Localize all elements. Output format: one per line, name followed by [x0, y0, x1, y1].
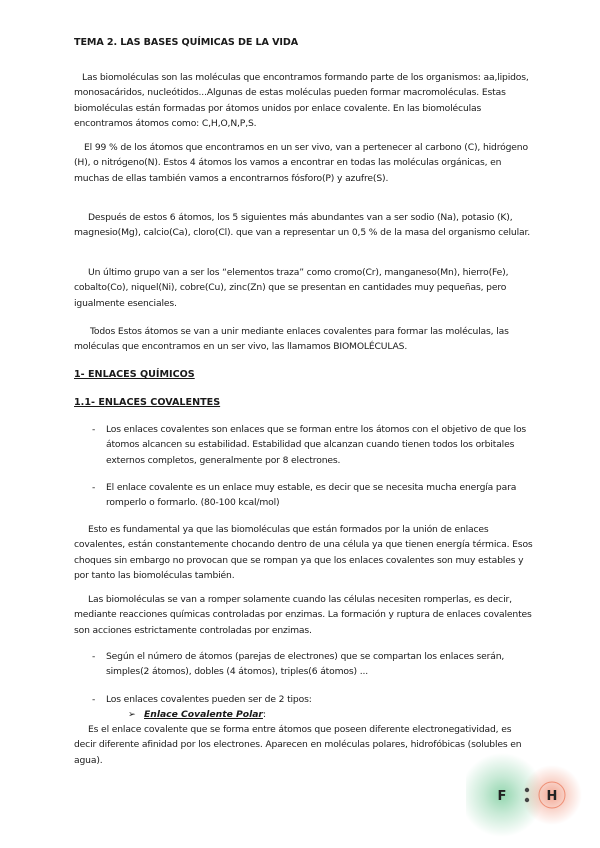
- section-heading-enlaces-quimicos: 1- ENLACES QUÍMICOS: [74, 369, 195, 380]
- list-item-text: Los enlaces covalentes son enlaces que se forman entre los átomos con el objetivo de que los átomos alcancen su estabilidad. Estabilidad que alcanzan cuando tienen todos los orbitales externos completos, generalmente por 8 electrones.: [106, 424, 527, 466]
- section-heading-enlaces-covalentes: 1.1- ENLACES COVALENTES: [74, 397, 221, 408]
- subheading-label: Enlace Covalente Polar: [144, 709, 263, 720]
- electron-dot-icon: [525, 798, 529, 802]
- paragraph-enzymes: Las biomoléculas se van a romper solamente cuando las células necesiten romperlas, es decir, mediante reacciones químicas controladas por enzimas. La formación y ruptura de enlaces covalentes son acciones estrictamente controladas por enzimas.: [74, 594, 532, 636]
- list-item: [92, 692, 532, 707]
- bullet-dash: -: [92, 651, 96, 662]
- subheading-colon: :: [262, 709, 267, 720]
- electron-dot-icon: [525, 788, 529, 792]
- paragraph-thermal-energy: Esto es fundamental ya que las biomoléculas que están formados por la unión de enlaces covalentes, están constantemente chocando dentro de una célula ya que tienen energía térmica. Esos choques sin embargo no provocan que se rompan ya que los enlaces covalentes son muy estables y por tanto las biomoléculas también.: [74, 524, 533, 582]
- paragraph-six-atoms: Después de estos 6 átomos, los 5 siguientes más abundantes van a ser sodio (Na), potasio (K), magnesio(Mg), calcio(Ca), cloro(Cl). que van a representar un 0,5 % de la masa del organismo celular.: [74, 212, 531, 239]
- bullet-dash: -: [92, 482, 96, 493]
- logo-letter-h: H: [546, 789, 558, 804]
- paragraph-99-percent: El 99 % de los átomos que encontramos en un ser vivo, van a pertenecer al carbono (C), hidrógeno (H), o nitrógeno(N). Estos 4 átomos los vamos a encontrar en todas las moléculas orgánicas, en muchas de ellas también vamos a encontrarnos fósforo(P) y azufre(S).: [74, 142, 528, 184]
- page-title: TEMA 2. LAS BASES QUÍMICAS DE LA VIDA: [74, 37, 299, 48]
- arrow-bullet-icon: ➢: [128, 709, 136, 720]
- list-item: [92, 422, 532, 468]
- list-item-text: Según el número de átomos (parejas de electrones) que se compartan los enlaces serán, simples(2 átomos), dobles (4 átomos), triples(6 átomos) ...: [106, 651, 505, 678]
- subheading-covalente-polar: [128, 709, 266, 720]
- bullet-dash: -: [92, 694, 96, 705]
- list-item-text: Los enlaces covalentes pueden ser de 2 tipos:: [106, 694, 312, 705]
- paragraph-trace-elements: Un último grupo van a ser los “elementos traza” como cromo(Cr), manganeso(Mn), hierro(Fe), cobalto(Co), niquel(Ni), cobre(Cu), zinc(Zn) que se presentan en cantidades muy pequeñas, pero igualmente esenciales.: [74, 267, 509, 309]
- list-item-text: El enlace covalente es un enlace muy estable, es decir que se necesita mucha energía para romperlo o formarlo. (80-100 kcal/mol): [106, 482, 517, 509]
- bullet-dash: -: [92, 424, 96, 435]
- fh-logo: [466, 750, 586, 840]
- paragraph-intro: Las biomoléculas son las moléculas que encontramos formando parte de los organismos: aa,lipidos, monosacáridos, nucleótidos...Algunas de estas moléculas pueden formar macromoléculas. Estas biomoléculas están formadas por átomos unidos por enlace covalente. En las biomoléculas encontramos átomos como: C,H,O,N,P,S.: [74, 72, 529, 130]
- list-item: [92, 480, 532, 511]
- paragraph-biomolecules: Todos Estos átomos se van a unir mediante enlaces covalentes para formar las moléculas, las moléculas que encontramos en un ser vivo, las llamamos BIOMOLÉCULAS.: [74, 326, 509, 353]
- paragraph-polar-definition: Es el enlace covalente que se forma entre átomos que poseen diferente electronegatividad, es decir diferente afinidad por los electrones. Aparecen en moléculas polares, hidrofóbicas (solubles en agua).: [74, 724, 522, 766]
- list-item: [92, 649, 532, 680]
- logo-letter-f: F: [497, 789, 507, 804]
